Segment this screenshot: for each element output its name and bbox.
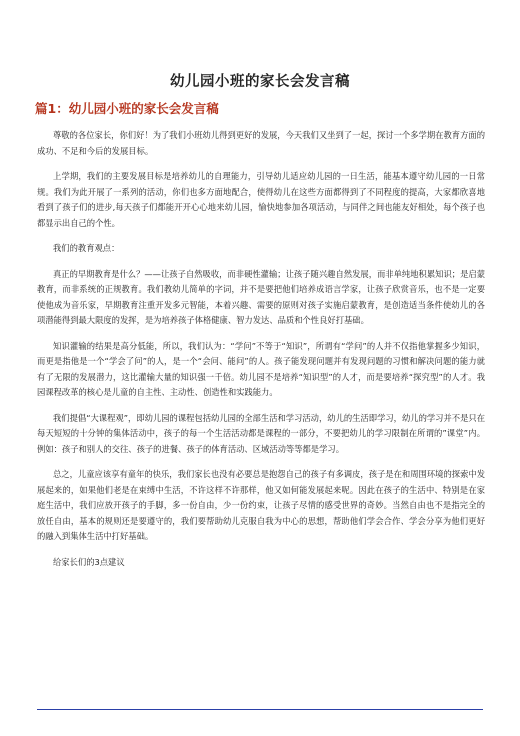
footer-divider [37,709,483,710]
paragraph: 尊敬的各位家长，你们好！为了我们小班幼儿得到更好的发展，今天我们又坐到了一起，探讨一个多学期在教育方面的成功、不足和今后的发展目标。 [37,130,485,156]
paragraph: 总之，儿童应该享有童年的快乐，我们家长也没有必要总是抱怨自己的孩子有多调皮，孩子是在和周围环境的探索中发展起来的，如果他们老是在束缚中生活，不许这样不许那样，他又如何能发展起来呢。因此在孩子的生活中、特别是在家庭生活中，我们应放开孩子的手脚，多一份自由，少一份约束，让孩子尽情的感受世界的奇妙。当然自由也不是指完全的放任自由，基本的规则还是要遵守的，我们要帮助幼儿克服自我为中心的思想，帮助他们学会合作、学会分享为他们更好的融入到集体生活中打好基础。 [37,469,485,541]
paragraph: 真正的早期教育是什么？——让孩子自然吸收，而非硬性灌输；让孩子随兴趣自然发展，而非单纯地积累知识；是启蒙教育，而非系统的正规教育。我们教幼儿简单的字词，并不是要把他们培养成语言学家，让孩子欣赏音乐，也不是一定要使他成为音乐家，早期教育注重开发多元智能，本着兴趣、需要的原则对孩子实施启蒙教育，是创造适当条件使幼儿的各项潜能得到最大限度的发挥，是为培养孩子体格健康、智力发达、品质和个性良好打基础。 [37,268,485,325]
paragraph: 上学期，我们的主要发展目标是培养幼儿的自理能力，引导幼儿适应幼儿园的一日生活，能基本遵守幼儿园的一日常规。我们为此开展了一系列的活动，你们也多方面地配合，使得幼儿在这些方面都得到了不同程度的提高，大家都欣喜地看到了孩子们的进步,每天孩子们都能开开心心地来幼儿园，愉快地参加各项活动，与同伴之间也能友好相处，每个孩子也都显示出自己的个性。 [37,171,485,228]
paragraph: 给家长们的3点建议 [53,556,125,567]
paragraph: 我们的教育观点： [53,243,120,253]
section-heading: 篇1：幼儿园小班的家长会发言稿 [35,101,219,116]
document-body [37,128,485,580]
paragraph: 我们提倡“大课程观”，即幼儿园的课程包括幼儿园的全部生活和学习活动，幼儿的生活即学习，幼儿的学习并不是只在每天短短的十分钟的集体活动中，孩子的每一个生活活动都是课程的一部分，不要把幼儿的学习限制在所谓的”课堂”内。例如：孩子和别人的交往、孩子的进餐、孩子的体育活动、区域活动等等都是学习。 [37,412,485,454]
page-title: 幼儿园小班的家长会发言稿 [170,74,350,90]
paragraph: 知识灌输的结果是高分低能，所以，我们认为：“学问”不等于“知识”，所谓有“学问”的人并不仅指他掌握多少知识，而更是指他是一个“学会了问”的人，是一个“会问、能问”的人。孩子能发现问题并有发现问题的习惯和解决问题的能力就有了无限的发展潜力，这比灌输大量的知识强一千倍。幼儿园不是培养“知识型”的人才，而是要培养“探究型”的人才。我园课程改革的核心是儿童的自主性、主动性、创造性和实践能力。 [37,340,485,397]
